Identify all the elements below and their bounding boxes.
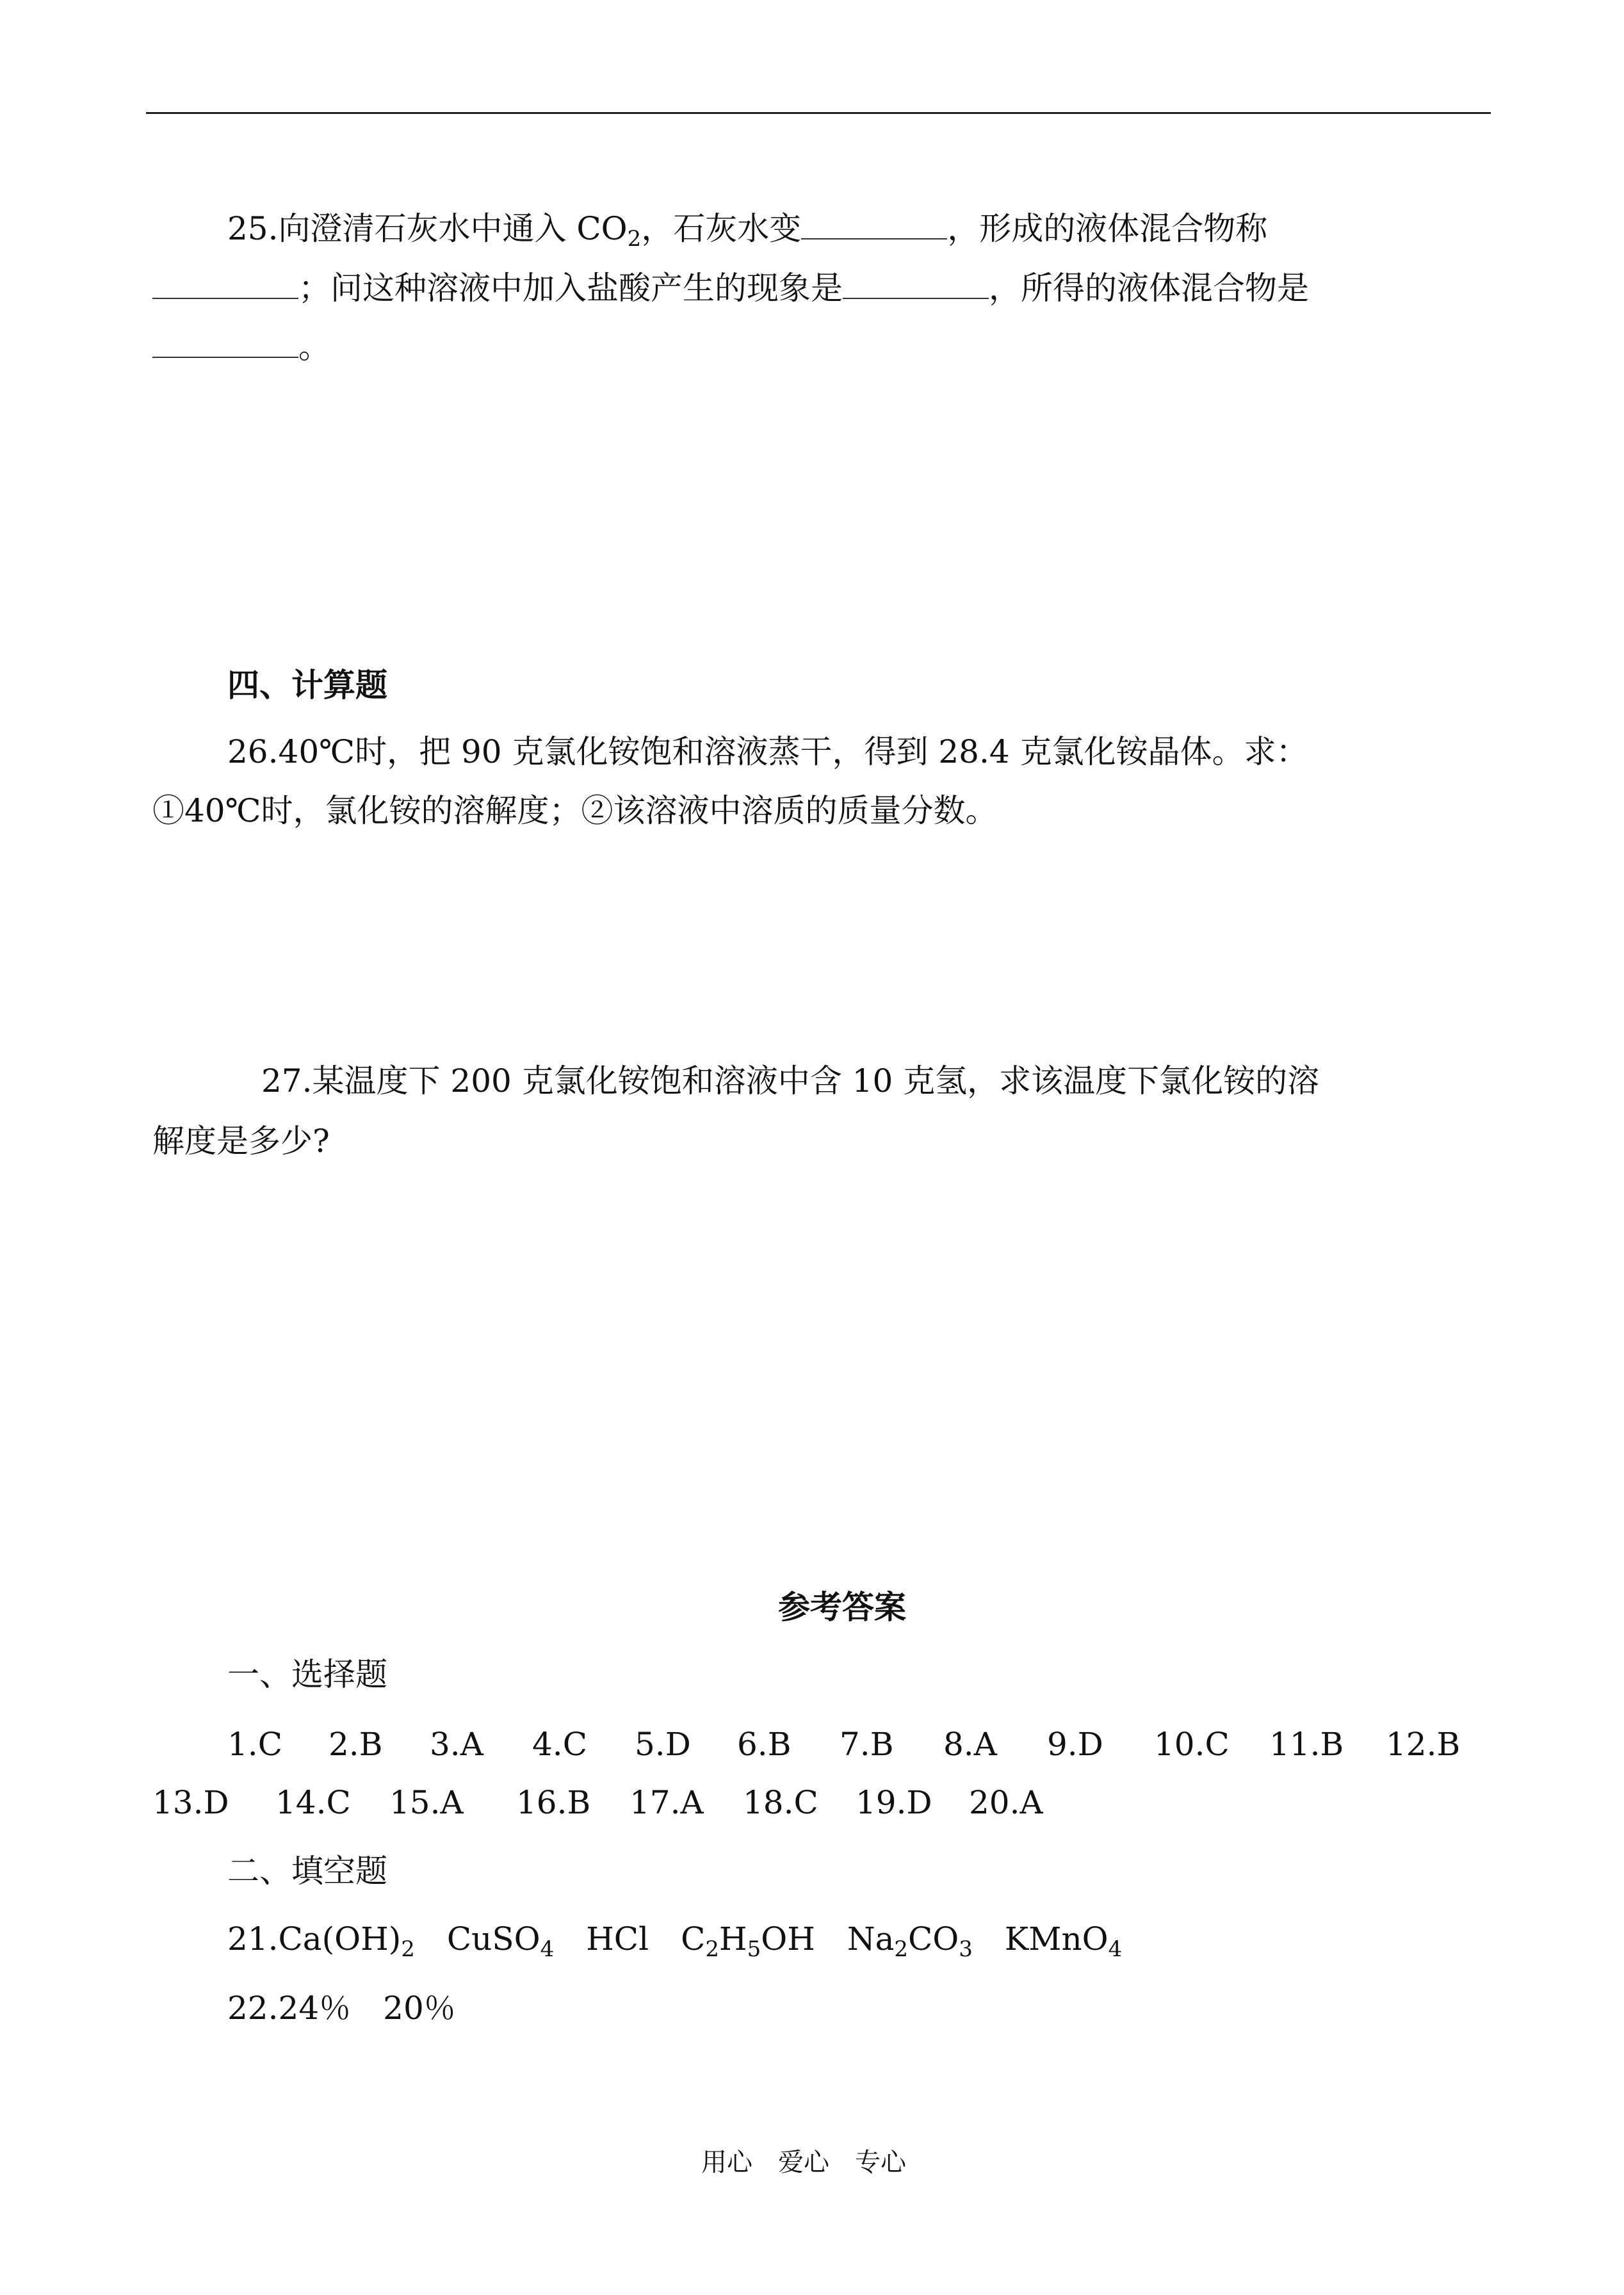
q25-line-3 — [152, 327, 330, 368]
formula-subscript: 4 — [540, 1936, 555, 1962]
answer-item: 14.C — [275, 1784, 351, 1821]
formula-text: CO — [908, 1920, 959, 1958]
formula-kmno4 — [1004, 1920, 1123, 1962]
formula-subscript: 2 — [705, 1936, 719, 1962]
q25-text-c: ，形成的液体混合物称 — [947, 210, 1268, 247]
answer-item: 17.A — [629, 1784, 704, 1821]
formula-subscript: 2 — [894, 1936, 909, 1962]
answer-item: 10.C — [1154, 1726, 1230, 1763]
answer-item: 4.C — [532, 1726, 587, 1763]
formula-subscript: 5 — [747, 1936, 761, 1962]
answer-item: 15.A — [389, 1784, 464, 1821]
q26-line-1: 26.40℃时，把 90 克氯化铵饱和溶液蒸干，得到 28.4 克氯化铵晶体。求： — [227, 733, 1308, 770]
formula-subscript: 4 — [1108, 1936, 1123, 1962]
q25-text-f: 。 — [298, 328, 330, 366]
answer-item: 5.D — [635, 1726, 691, 1763]
answer-item: 8.A — [943, 1726, 997, 1763]
answer-item: 11.B — [1269, 1726, 1344, 1763]
formula-na2co3 — [847, 1920, 973, 1962]
header-rule — [146, 112, 1491, 114]
answer-item: 20.A — [969, 1784, 1043, 1821]
formula-subscript: 2 — [401, 1936, 415, 1962]
q25-text-a: 25.向澄清石灰水中通入 CO — [227, 210, 628, 247]
answer-item: 2.B — [329, 1726, 383, 1763]
formula-cuso4 — [446, 1920, 555, 1962]
answer-item: 12.B — [1386, 1726, 1461, 1763]
q25-blank-4[interactable] — [152, 331, 298, 358]
formula-text: CuSO — [446, 1920, 540, 1958]
formula-subscript: 3 — [959, 1936, 973, 1962]
q25-blank-3[interactable] — [843, 272, 989, 299]
formula-text: Na — [847, 1920, 895, 1958]
answer-22: 22.24％ 20％ — [227, 1990, 456, 2027]
answers-section-fill: 二、填空题 — [227, 1853, 387, 1890]
q25-text-e: ，所得的液体混合物是 — [989, 270, 1309, 307]
formula-text: OH — [761, 1920, 815, 1958]
formula-caoh2 — [278, 1920, 415, 1962]
answers-title: 参考答案 — [778, 1588, 906, 1626]
formula-hcl: HCl — [586, 1920, 649, 1958]
formula-text: KMnO — [1004, 1920, 1108, 1958]
q25-line-2 — [152, 268, 1309, 309]
answers-row-2 — [152, 1782, 1043, 1823]
answer-item: 7.B — [840, 1726, 894, 1763]
q25-blank-2[interactable] — [152, 272, 298, 299]
answer-21-number: 21. — [227, 1920, 279, 1958]
formula-text: C — [681, 1920, 706, 1958]
answer-item: 13.D — [152, 1784, 229, 1821]
answer-item: 6.B — [737, 1726, 792, 1763]
q27-line-1: 27.某温度下 200 克氯化铵饱和溶液中含 10 克氢，求该温度下氯化铵的溶 — [261, 1062, 1320, 1099]
answer-item: 19.D — [856, 1784, 932, 1821]
answers-row-1 — [227, 1724, 1460, 1765]
answer-item: 1.C — [227, 1726, 282, 1763]
q27-line-2: 解度是多少? — [152, 1123, 330, 1160]
answer-item: 9.D — [1047, 1726, 1103, 1763]
q25-line-1 — [227, 208, 1268, 252]
q25-text-d: ；问这种溶液中加入盐酸产生的现象是 — [298, 270, 843, 307]
answers-section-choice: 一、选择题 — [227, 1656, 387, 1693]
q25-blank-1[interactable] — [801, 213, 947, 239]
section-title-calculation: 四、计算题 — [227, 666, 387, 704]
footer-slogan: 用心 爱心 专心 — [701, 2148, 906, 2177]
co2-subscript: 2 — [627, 226, 642, 252]
answer-item: 16.B — [516, 1784, 591, 1821]
answer-21 — [227, 1918, 1123, 1962]
formula-c2h5oh — [681, 1920, 815, 1962]
answer-item: 18.C — [743, 1784, 818, 1821]
answer-item: 3.A — [430, 1726, 483, 1763]
q26-line-2: ①40℃时，氯化铵的溶解度；②该溶液中溶质的质量分数。 — [152, 792, 998, 829]
q25-text-b: ，石灰水变 — [641, 210, 802, 247]
formula-text: Ca(OH) — [278, 1920, 402, 1958]
formula-text: H — [719, 1920, 747, 1958]
